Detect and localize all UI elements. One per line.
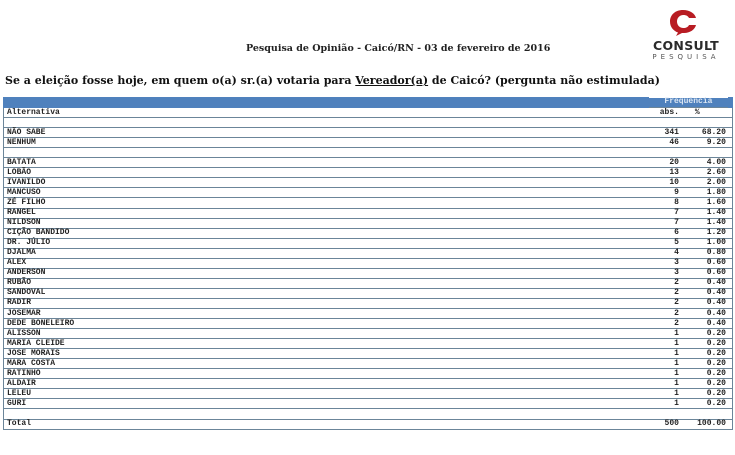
candidate-rows [4,158,733,409]
total-row: Total 500 100.00 [4,419,733,429]
table-row: MARA COSTA 1 0.20 [4,359,733,369]
col-alternativa: Alternativa [4,108,649,118]
table-row: RUBÃO 2 0.40 [4,278,733,288]
speech-bubble-c-icon [668,8,698,36]
table-row: NÃO SABE 341 68.20 [4,128,733,138]
table-row: BATATA 20 4.00 [4,158,733,168]
spacer-row [4,409,733,419]
table-row: ALISSON 1 0.20 [4,329,733,339]
table-row: GURI 1 0.20 [4,399,733,409]
col-pct: % [679,108,728,118]
table-row: SANDOVAL 2 0.40 [4,288,733,298]
table-row: ANDERSON 3 0.60 [4,268,733,278]
logo-name: CONSULT [653,38,719,53]
table-row: DEDE BONELEIRO 2 0.40 [4,319,733,329]
spacer-row [4,148,733,158]
table-row: ZÉ FILHO 8 1.60 [4,198,733,208]
table-row: RATINHO 1 0.20 [4,369,733,379]
group-header-row [4,98,733,108]
results-table [3,97,733,430]
column-header-row [4,108,733,118]
table-row: NENHUM 46 9.20 [4,138,733,148]
frequency-header: Frequência [649,98,728,108]
table-row: NILDSON 7 1.40 [4,218,733,228]
question-underlined: Vereador(a) [355,74,429,87]
table-row: MARIA CLEIDE 1 0.20 [4,339,733,349]
table-row: LELEU 1 0.20 [4,389,733,399]
table-row: RADIR 2 0.40 [4,298,733,308]
consult-logo [646,8,726,60]
question-part-2: de Caicó? (pergunta não estimulada) [428,74,660,87]
col-abs: abs. [649,108,679,118]
logo-subtitle: PESQUISA [652,53,720,61]
table-row: ALDAIR 1 0.20 [4,379,733,389]
table-row: DJALMA 4 0.80 [4,248,733,258]
question-part-1: Se a eleição fosse hoje, em quem o(a) sr.(a) votaria para [5,74,356,87]
table-row: IVANILDO 10 2.00 [4,178,733,188]
table-row: LOBÃO 13 2.60 [4,168,733,178]
table-row: RANGEL 7 1.40 [4,208,733,218]
spacer-row [4,118,733,128]
survey-subtitle: Pesquisa de Opinião - Caicó/RN - 03 de fevereiro de 2016 [246,43,551,54]
table-row: JOSE MORAIS 1 0.20 [4,349,733,359]
table-row: JOSEMAR 2 0.40 [4,308,733,318]
table-row: MANCUSO 9 1.80 [4,188,733,198]
question-text [5,74,660,87]
table-row: ALEX 3 0.60 [4,258,733,268]
table-row: CIÇÃO BANDIDO 6 1.20 [4,228,733,238]
table-row: DR. JÚLIO 5 1.00 [4,238,733,248]
